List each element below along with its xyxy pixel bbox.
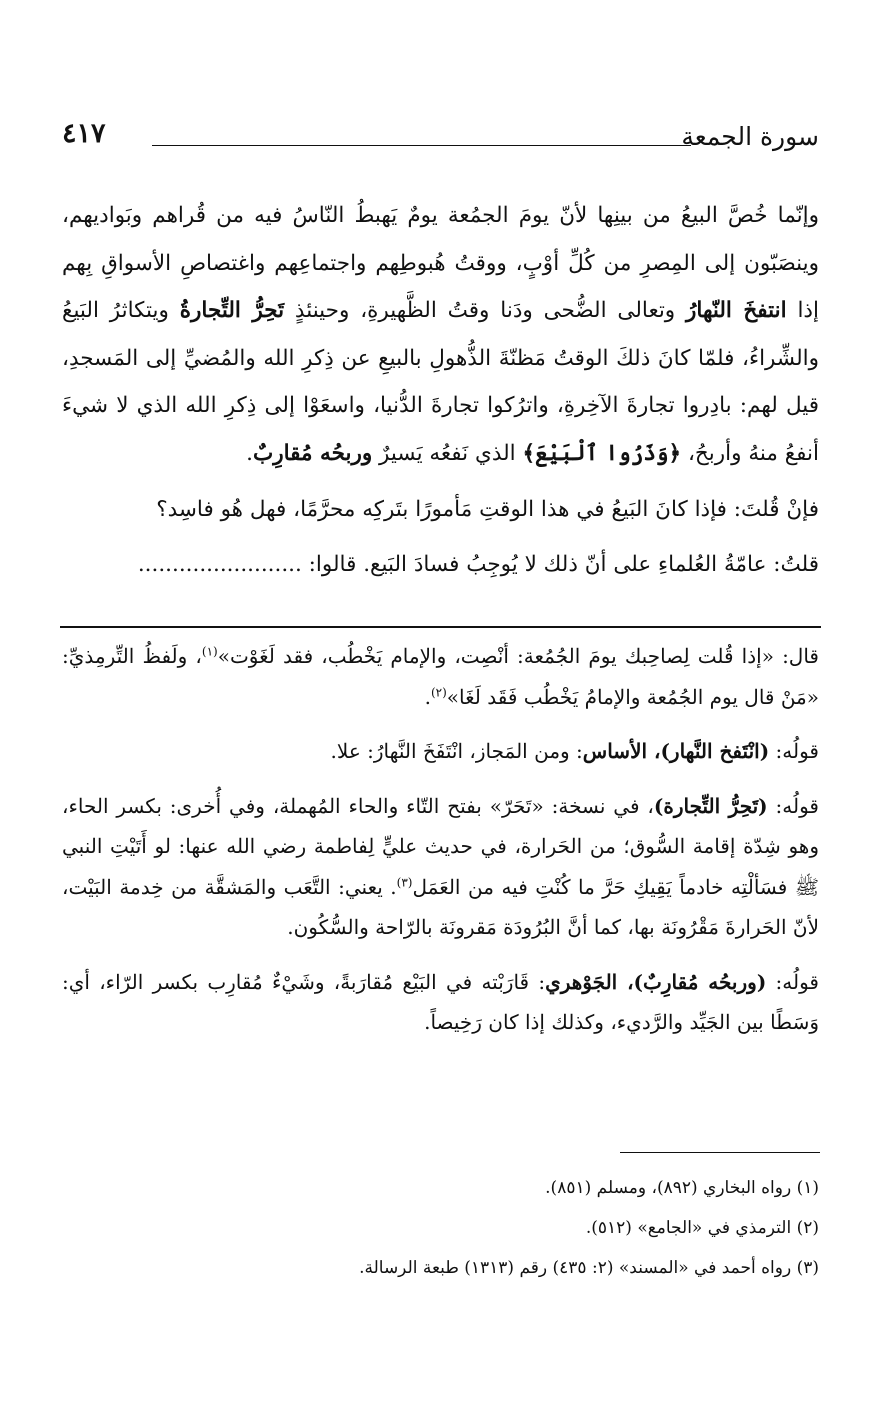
- surah-title: سورة الجمعة: [681, 122, 819, 151]
- footnote-1: (١) رواه البخاري (٨٩٢)، ومسلم (٨٥١).: [545, 1178, 819, 1198]
- main-text: [62, 192, 819, 589]
- quran-quote: ﴿وَذَرُوا ٱلْبَيْعَ﴾: [522, 440, 682, 466]
- commentary-divider: [60, 626, 821, 628]
- header-rule: [152, 145, 691, 146]
- lemma: (وربحُه مُقارِبٌ)، الجَوْهري: [545, 969, 767, 994]
- quoted-phrase: انتفخَ النّهارُ: [686, 298, 787, 324]
- running-header: [62, 118, 819, 162]
- footnotes: [62, 1168, 819, 1288]
- main-paragraph-2: فإنْ قُلتَ: فإذا كانَ البَيعُ في هذا الوقتِ مَأمورًا بتَركِه محرَّمًا، فهل هُو فاسِد؟: [156, 496, 819, 522]
- quoted-phrase: تَحِرُّ التِّجارةُ: [179, 298, 285, 324]
- commentary-paragraph-1: قال: «إذا قُلت لِصاحِبك يومَ الجُمُعة: أنْصِت، والإمام يَخْطُب، فقد لَغَوْت»$^{(١)}$، ولَفظُ التِّرمِذيِّ: «مَنْ قال يوم الجُمُعة والإمامُ يَخْطُب فَقَد لَغَا»$^{(٢)}$.: [62, 644, 819, 709]
- footnote-divider: [620, 1152, 820, 1153]
- commentary-text: [62, 636, 819, 1043]
- footnote-ref: (٢): [430, 684, 447, 699]
- footnote-2: (٢) الترمذي في «الجامع» (٥١٢).: [585, 1218, 819, 1238]
- commentary-paragraph-4: قولُه: (وربحُه مُقارِبٌ)، الجَوْهري: قَارَبْته في البَيْع مُقارَبةً، وشَيْءٌ مُقارِب بكسر الرّاء، أي: وَسَطًا بين الجَيِّد والرَّديء، وكذلك إذا كان رَخِيصاً.: [62, 969, 819, 1034]
- quoted-phrase: وربحُه مُقارِبٌ: [253, 440, 373, 466]
- footnote-3: (٣) رواه أحمد في «المسند» (٢: ٤٣٥) رقم (١٣١٣) طبعة الرسالة.: [359, 1258, 819, 1278]
- lemma: (انْتَفخ النَّهار)، الأساس: [582, 739, 770, 763]
- footnote-ref: (٣): [396, 874, 413, 889]
- page-number: ٤١٧: [62, 118, 106, 149]
- main-paragraph-1: وإنّما خُصَّ البيعُ من بينِها لأنّ يومَ الجمُعة يومٌ يَهبطُ النّاسُ فيه من قُراهم وبَواديهم، وينصَبّون إلى المِصرِ من كُلِّ أوْبٍ، ووقتُ هُبوطِهم واجتماعِهم واغتصاصِ الأسواقِ بِهم إذا انتفخَ النّهارُ وتعالى الضُّحى ودَنا وقتُ الظَّهيرةِ، وحينئذٍ تَحِرُّ التِّجارةُ ويتكاثرُ البَيعُ والشِّراءُ، فلمّا كانَ ذلكَ الوقتُ مَظنّةَ الذُّهولِ بالبيعِ عن ذِكرِ الله والمُضيِّ إلى المَسجدِ، قيل لهم: بادِروا تجارةَ الآخِرةِ، واترُكوا تجارةَ الدُّنيا، واسعَوْا إلى ذِكرِ الله الذي لا شيءَ أنفعُ منهُ وأربحُ، ﴿وَذَرُوا ٱلْبَيْعَ﴾ الذي نَفعُه يَسيرٌ وربحُه مُقارِبٌ.: [62, 203, 819, 466]
- lemma: (تَحِرُّ التِّجارة): [653, 793, 768, 818]
- commentary-paragraph-2: قولُه: (انْتَفخ النَّهار)، الأساس: ومن المَجاز، انْتَفَخَ النَّهارُ: علا.: [330, 739, 819, 763]
- commentary-paragraph-3: قولُه: (تَحِرُّ التِّجارة)، في نسخة: «تَحَرّ» بفتح التّاء والحاء المُهملة، وفي أُخرى: بكسر الحاء، وهو شِدّة إقامة السُّوق؛ من الحَرارة، في حديث عليٍّ لِفاطمة رضي الله عنها: لو أَتَيْتِ النبي ﷺ فسَألْتِه خادماً يَقِيكِ حَرَّ ما كُنْتِ فيه من العَمَل$^{(٣)}$. يعني: التَّعَب والمَشقَّة من خِدمة البَيْت، لأنّ الحَرارةَ مَقْرُونَة بها، كما أنَّ البُرُودَة مَقرونَة بالرّاحة والسُّكُون.: [62, 793, 819, 939]
- main-paragraph-3: قلتُ: عامّةُ العُلماءِ على أنّ ذلك لا يُوجِبُ فسادَ البَيع. قالوا: ........................: [137, 552, 819, 578]
- footnote-ref: (١): [201, 644, 218, 659]
